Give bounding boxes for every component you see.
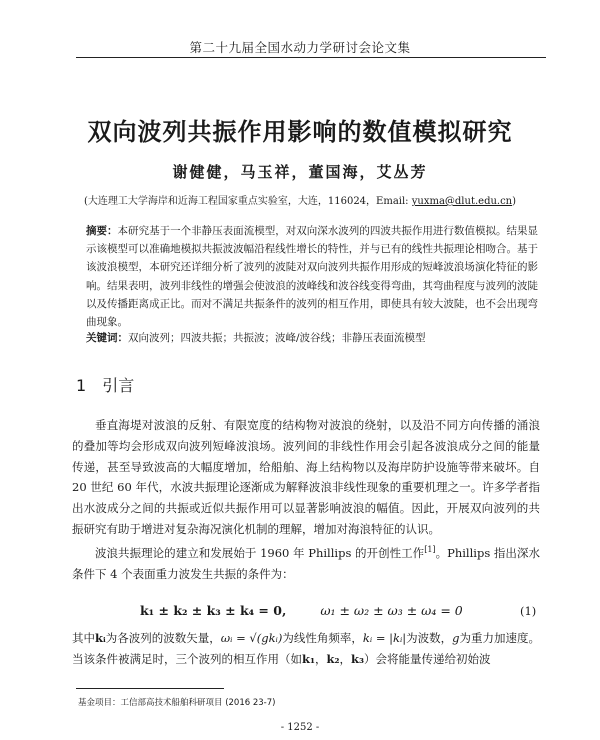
p3-t1: 其中 bbox=[72, 631, 96, 645]
section-number: 1 bbox=[76, 376, 87, 395]
p3-t2: 为各波列的波数矢量， bbox=[105, 631, 221, 645]
p3-t4: 为波数， bbox=[406, 631, 453, 645]
para2-text-2: 。Phillips 指出深水条件下 4 个表面重力波发生共振的条件为： bbox=[72, 545, 540, 581]
authors: 谢健健，马玉祥，董国海，艾丛芳 bbox=[172, 163, 428, 181]
affiliation-close: ) bbox=[512, 196, 517, 207]
p3-kabs: kᵢ = |kᵢ| bbox=[362, 631, 407, 645]
citation-ref[interactable]: [1] bbox=[424, 545, 436, 554]
header-rule bbox=[76, 57, 546, 58]
email-link[interactable]: yuxma@dlut.edu.cn bbox=[411, 196, 513, 207]
abstract bbox=[86, 222, 538, 331]
affiliation-text: (大连理工大学海岸和近海工程国家重点实验室，大连，116024，Email: bbox=[83, 196, 412, 207]
p3-t6: ）会将能量传递给初始波 bbox=[364, 651, 491, 666]
abstract-text: 本研究基于一个非静压表面流模型，对双向深水波列的四波共振作用进行数值模拟。结果显示该模型可以准确地模拟共振波波幅沿程线性增长的特性，并与已有的线性共振理论相吻合。基于该波浪模型，本研究还详细分析了波列的波陡对双向波列共振作用形成的短峰波浪场演化特征的影响。结果表明，波列非线性的增强会使波浪的波峰线和波谷线变得弯曲，其弯曲程度与波列的波陡以及传播距离成正比。而对不满足共振条件的波列的相互作用，即使具有较大波陡，也不会出现弯曲现象。 bbox=[86, 225, 539, 329]
intro-paragraph-3 bbox=[72, 628, 540, 670]
p3-omega: ωᵢ = √(gkᵢ) bbox=[220, 631, 283, 645]
p3-g: g bbox=[452, 631, 460, 645]
p3-k2: k₂ bbox=[326, 651, 340, 666]
section-heading bbox=[76, 373, 150, 396]
page-number: - 1252 - bbox=[280, 722, 320, 733]
intro-paragraph-2 bbox=[72, 540, 540, 584]
para2-text: 波浪共振理论的建立和发展始于 1960 年 Phillips 的开创性工作 bbox=[95, 545, 425, 560]
keywords-text: 双向波列；四波共振；共振波；波峰/波谷线；非静压表面流模型 bbox=[128, 332, 426, 344]
affiliation bbox=[0, 192, 600, 207]
keywords-label: 关键词： bbox=[86, 332, 128, 344]
equation-frequency: ω₁ ± ω₂ ± ω₃ ± ω₄ = 0 bbox=[320, 603, 463, 618]
p3-k: kᵢ bbox=[95, 631, 106, 645]
p3-k3: k₃ bbox=[351, 651, 365, 666]
funding-footnote: 基金项目：工信部高技术船舶科研项目 (2016 23-7) bbox=[78, 698, 276, 708]
p3-t5: 为重力加速度。当该条件被满足时，三个波列的相互作用（如 bbox=[72, 631, 541, 666]
p3-sep2: ， bbox=[339, 651, 352, 666]
resonance-equation bbox=[140, 603, 463, 618]
proceedings-header: 第二十九届全国水动力学研讨会论文集 bbox=[189, 40, 411, 55]
footnote-rule bbox=[76, 688, 224, 689]
equation-number: (1) bbox=[520, 604, 537, 618]
paper-title: 双向波列共振作用影响的数值模拟研究 bbox=[87, 118, 513, 146]
intro-paragraph-1: 垂直海堤对波浪的反射、有限宽度的结构物对波浪的绕射，以及沿不同方向传播的涌浪的叠加等均会形成双向波列短峰波浪场。波列间的非线性作用会引起各波浪成分之间的能量传递，甚至导致波高的大幅度增加，给船舶、海上结构物以及海岸防护设施等带来破坏。自 20 世纪 60 年代，水波共振理论逐渐成为解释波浪非线性现象的重要机理之一。许多学者指出水波成分之间的共振或近似共振作用可以显著影响波浪的幅值。因此，开展双向波列的共振研究有助于增进对复杂海况演化机制的理解，增加对海浪特征的认识。 bbox=[72, 418, 540, 536]
section-title: 引言 bbox=[102, 376, 135, 395]
p3-sep1: ， bbox=[315, 651, 327, 666]
p3-k1: k₁ bbox=[302, 651, 316, 666]
equation-wavenumber: k₁ ± k₂ ± k₃ ± k₄ = 0, bbox=[140, 603, 287, 618]
p3-t3: 为线性角频率， bbox=[282, 631, 363, 645]
abstract-label: 摘要： bbox=[86, 225, 118, 237]
keywords bbox=[86, 330, 538, 345]
